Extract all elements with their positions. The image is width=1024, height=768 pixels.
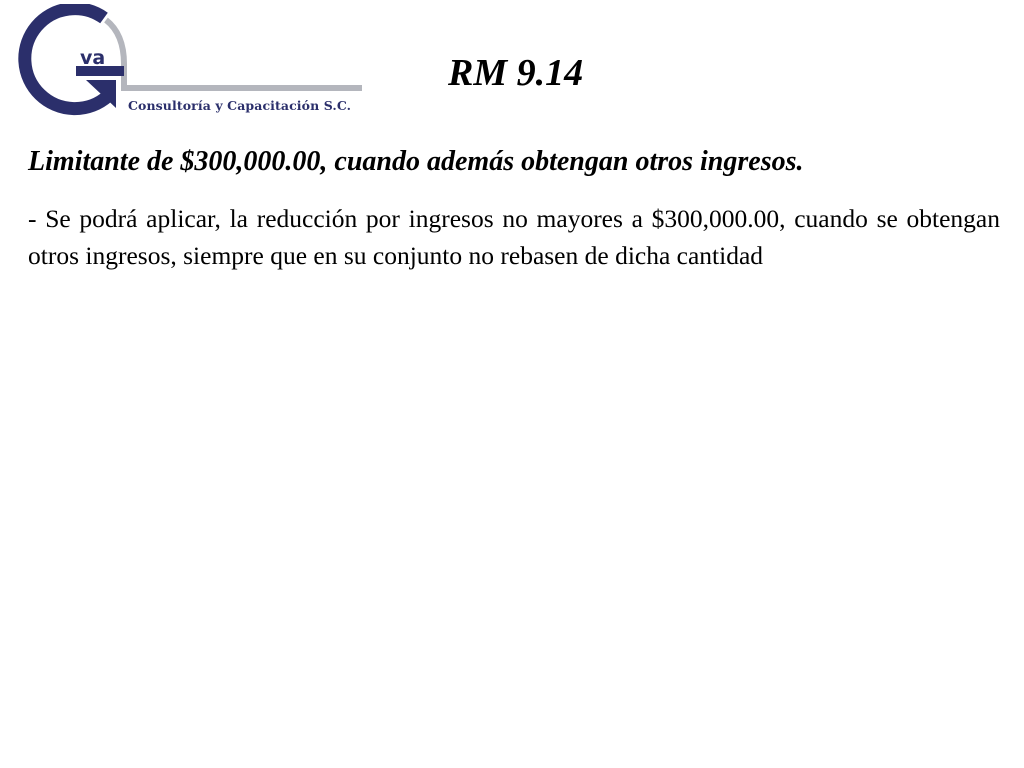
logo-caption: Consultoría y Capacitación S.C. bbox=[128, 98, 352, 113]
logo-letters: va bbox=[80, 47, 106, 69]
slide-content bbox=[28, 142, 1000, 274]
slide-body-text: - Se podrá aplicar, la reducción por ingresos no mayores a $300,000.00, cuando se obtengan otros ingresos, siempre que en su conjunto no rebasen de dicha cantidad bbox=[28, 204, 1000, 270]
logo-gray-line bbox=[106, 20, 362, 88]
slide-heading: Limitante de $300,000.00, cuando además obtengan otros ingresos. bbox=[28, 146, 804, 177]
company-logo bbox=[6, 4, 368, 116]
slide-title: RM 9.14 bbox=[448, 52, 584, 94]
